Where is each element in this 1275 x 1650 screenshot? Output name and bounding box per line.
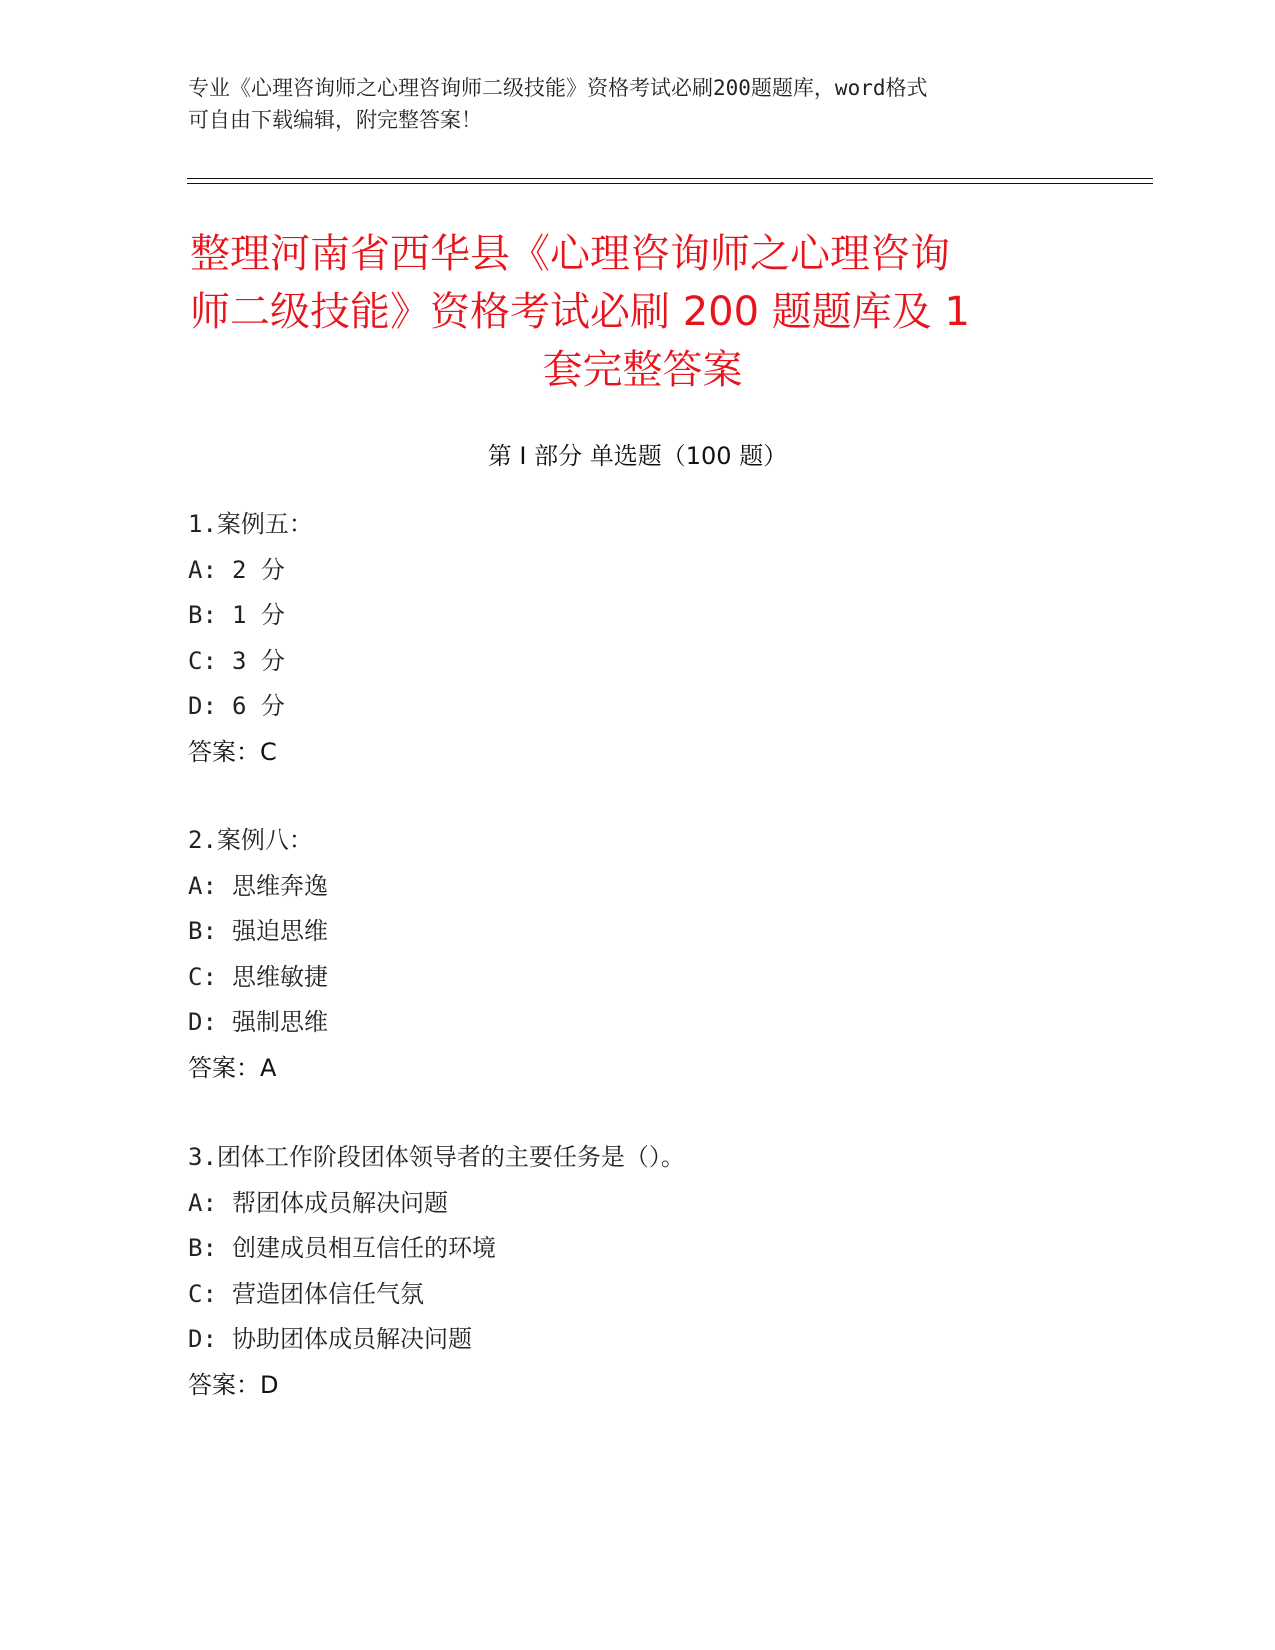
header-divider-top xyxy=(187,178,1153,179)
option-a xyxy=(188,864,328,910)
option-text: 3 分 xyxy=(232,646,285,675)
option-text: 1 分 xyxy=(232,601,285,629)
title-line-2: 师二级技能》资格考试必刷 200 题题库及 1 xyxy=(190,289,970,335)
option-key: A: xyxy=(188,871,217,900)
option-key: B: xyxy=(188,601,217,629)
question-1 xyxy=(188,502,313,775)
option-b xyxy=(188,909,328,955)
option-key: C: xyxy=(188,646,217,675)
option-key: A: xyxy=(188,555,217,584)
option-d xyxy=(188,1317,685,1363)
header-divider-bottom xyxy=(187,183,1153,184)
option-text: 帮团体成员解决问题 xyxy=(232,1188,448,1217)
option-d xyxy=(188,1000,328,1046)
answer: 答案：D xyxy=(188,1370,279,1399)
answer: 答案：C xyxy=(188,737,277,766)
option-key: D: xyxy=(188,1325,217,1353)
answer: 答案：A xyxy=(188,1053,277,1082)
question-2 xyxy=(188,818,328,1091)
option-text: 6 分 xyxy=(232,692,285,720)
option-text: 思维奔逸 xyxy=(232,871,328,900)
option-b xyxy=(188,593,313,639)
option-d xyxy=(188,684,313,730)
title-line-3: 套完整答案 xyxy=(542,347,743,393)
option-text: 创建成员相互信任的环境 xyxy=(232,1234,496,1262)
header-note xyxy=(188,72,1068,136)
option-c xyxy=(188,639,313,685)
option-key: D: xyxy=(188,1008,217,1036)
option-key: D: xyxy=(188,692,217,720)
option-c xyxy=(188,955,328,1001)
option-a xyxy=(188,548,313,594)
header-note-line-1: 专业《心理咨询师之心理咨询师二级技能》资格考试必刷200题题库，word格式 xyxy=(188,76,928,100)
option-key: C: xyxy=(188,1279,217,1308)
option-key: B: xyxy=(188,917,217,945)
section-heading: 第 I 部分 单选题（100 题） xyxy=(487,442,788,470)
header-note-line-2: 可自由下载编辑，附完整答案！ xyxy=(188,108,482,132)
option-text: 营造团体信任气氛 xyxy=(232,1279,424,1308)
option-b xyxy=(188,1226,685,1272)
option-text: 协助团体成员解决问题 xyxy=(232,1325,472,1353)
option-c xyxy=(188,1272,685,1318)
document-title xyxy=(190,225,1095,399)
option-text: 2 分 xyxy=(232,555,285,584)
option-text: 强制思维 xyxy=(232,1008,328,1036)
option-key: B: xyxy=(188,1234,217,1262)
question-3 xyxy=(188,1135,685,1408)
question-stem: 3.团体工作阶段团体领导者的主要任务是（）。 xyxy=(188,1143,685,1171)
question-stem: 2.案例八： xyxy=(188,826,313,854)
option-text: 思维敏捷 xyxy=(232,962,328,991)
option-key: A: xyxy=(188,1188,217,1217)
option-a xyxy=(188,1181,685,1227)
question-stem: 1.案例五： xyxy=(188,510,313,538)
title-line-1: 整理河南省西华县《心理咨询师之心理咨询 xyxy=(190,231,950,277)
option-key: C: xyxy=(188,962,217,991)
option-text: 强迫思维 xyxy=(232,917,328,945)
